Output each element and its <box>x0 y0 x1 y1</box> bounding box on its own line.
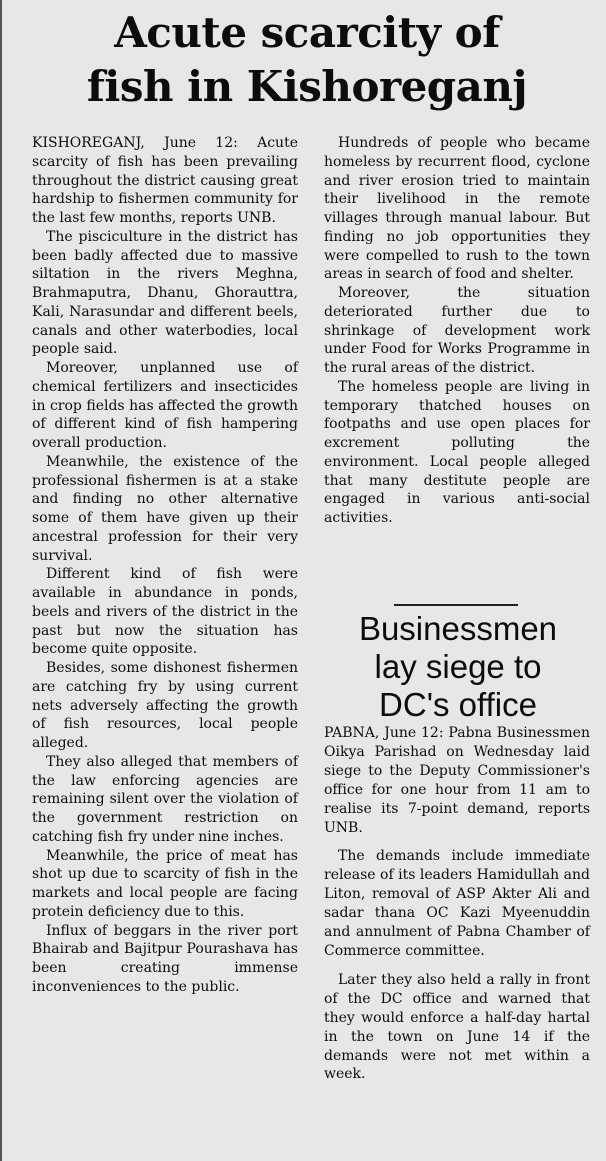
article-paragraph-4: Meanwhile, the existence of the professional fishermen is at a stake and finding no other alternative some of them have given up their ancestral profession for their very survival. <box>32 453 298 564</box>
second-headline-line-1: Businessmen <box>358 610 558 647</box>
second-article-paragraph-2: The demands include immediate release of its leaders Hamidullah and Liton, removal of ASP Akter Ali and sadar thana OC Kazi Myeenuddin and annulment of Pabna Chamber of Commerce committee. <box>324 848 590 959</box>
article-paragraph-5: Different kind of fish were available in abundance in ponds, beels and rivers of the district in the past but now the situation has become quite opposite. <box>32 566 298 658</box>
second-article-paragraph-3: Later they also held a rally in front of the DC office and warned that they would enforce a half-day hartal in the town on June 14 if the demands were not met within a week. <box>324 971 590 1083</box>
article-paragraph-10: Hundreds of people who became homeless by recurrent flood, cyclone and river erosion tried to maintain their livelihood in the remote villages through manual labour. But finding no job opportunities they were compelled to rush to the town areas in search of food and shelter. <box>324 135 590 283</box>
second-article-paragraph-1: PABNA, June 12: Pabna Businessmen Oikya Parishad on Wednesday laid siege to the Deputy Commissioner's office for one hour from 11 am to realise its 7-point demand, reports UNB. <box>324 725 590 836</box>
article-paragraph-8: Meanwhile, the price of meat has shot up due to scarcity of fish in the markets and local people are facing protein deficiency due to this. <box>32 847 298 920</box>
article-divider <box>394 604 518 606</box>
second-headline-line-3: DC's office <box>379 686 537 723</box>
second-article-body <box>324 724 590 1094</box>
article-right-column <box>324 134 590 528</box>
article-paragraph-7: They also alleged that members of the law enforcing agencies are remaining silent over the violation of the government restriction on catching fish fry under nine inches. <box>32 753 298 845</box>
article-paragraph-9: Influx of beggars in the river port Bhairab and Bajitpur Pourashava has been creating immense inconveniences to the public. <box>32 922 298 995</box>
article-paragraph-1: KISHOREGANJ, June 12: Acute scarcity of fish has been prevailing throughout the district causing great hardship to fishermen community for the last few months, reports UNB. <box>32 135 298 226</box>
article-paragraph-11: Moreover, the situation deteriorated further due to shrinkage of development work under Food for Works Programme in the rural areas of the district. <box>324 285 590 376</box>
second-headline-line-2: lay siege to <box>374 648 542 685</box>
main-headline-line-2: fish in Kishoreganj <box>86 62 528 111</box>
article-paragraph-12: The homeless people are living in temporary thatched houses on footpaths and use open places for excrement polluting the environment. Local people alleged that many destitute people are engaged in various anti-social activities. <box>324 378 590 526</box>
main-headline-line-1: Acute scarcity of <box>114 8 500 57</box>
article-paragraph-6: Besides, some dishonest fishermen are catching fry by using current nets adversely affecting the growth of fish resources, local people alleged. <box>32 660 298 751</box>
article-paragraph-3: Moreover, unplanned use of chemical fertilizers and insecticides in crop fields has affected the growth of different kind of fish hampering overall production. <box>32 360 298 451</box>
main-headline <box>12 6 602 114</box>
article-left-column <box>32 134 298 997</box>
second-headline <box>320 610 596 724</box>
article-paragraph-2: The pisciculture in the district has been badly affected due to massive siltation in the rivers Meghna, Brahmaputra, Dhanu, Ghorauttra, Kali, Narasundar and different beels, canals and other waterbodies, local people said. <box>32 228 298 358</box>
